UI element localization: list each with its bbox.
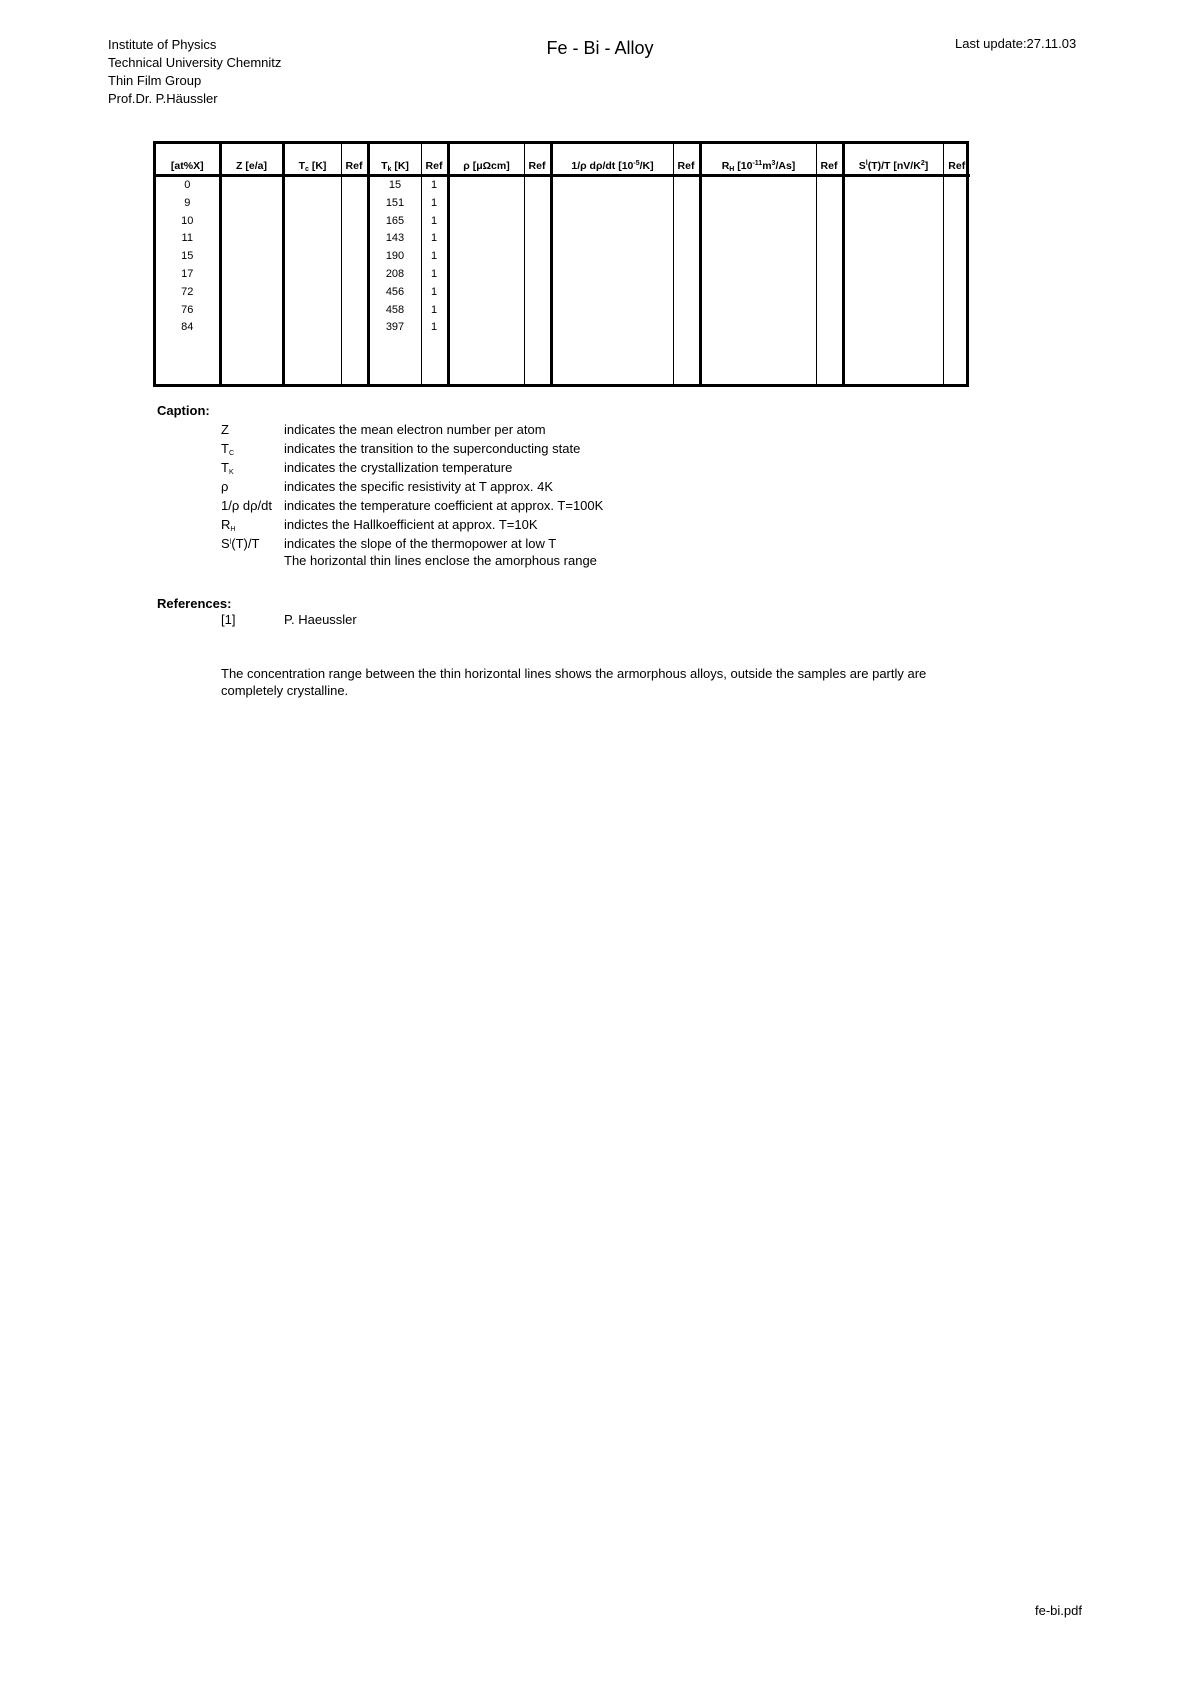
caption-item	[221, 496, 603, 515]
table-cell: 151	[385, 196, 405, 209]
col-header-ref: Ref	[421, 144, 448, 176]
caption-description: indicates the crystallization temperature	[284, 460, 513, 475]
table-cell: 456	[385, 285, 405, 298]
table-cell: 17	[181, 267, 194, 280]
caption-symbol-tc: $T_C$	[221, 441, 235, 457]
table-cell: 84	[181, 321, 194, 334]
tcr-column	[551, 176, 673, 385]
university-line: Technical University Chemnitz	[108, 55, 282, 70]
col-header-tk: $T_k$ [K]	[368, 144, 421, 176]
rh-ref-column	[816, 176, 843, 385]
caption-heading: Caption:	[157, 403, 210, 418]
caption-description: indicates the temperature coefficient at approx. T=100K	[284, 498, 604, 513]
z-column	[220, 176, 283, 385]
tc-ref-column	[341, 176, 368, 385]
caption-description: indicates the slope of the thermopower at low T	[284, 536, 557, 551]
caption-symbol-thermopower: $S^l(T)/T$	[221, 536, 260, 551]
rh-column	[700, 176, 816, 385]
table-cell: 143	[385, 232, 405, 245]
col-header-ref: Ref	[524, 144, 551, 176]
table-cell: 1	[430, 285, 438, 298]
caption-symbol-rh: $R_H$	[221, 517, 236, 533]
at-percent-column	[156, 176, 220, 385]
caption-item	[221, 477, 603, 496]
col-header-tcr: 1/ρ dρ/dt $[10^{-5}/K]$	[551, 144, 673, 176]
reference-text: P. Haeussler	[284, 612, 357, 627]
table-cell: 11	[181, 232, 193, 245]
rho-ref-column	[524, 176, 551, 385]
table-cell: 458	[385, 303, 405, 316]
tcr-ref-column	[673, 176, 700, 385]
caption-item	[221, 420, 603, 439]
col-header-ref: Ref	[673, 144, 700, 176]
table-cell: 15	[388, 179, 402, 191]
table-cell: 1	[430, 196, 438, 209]
table-cell: 76	[181, 303, 194, 316]
footer-filename: fe-bi.pdf	[1035, 1603, 1082, 1618]
tc-column	[283, 176, 341, 385]
table-cell: 1	[430, 303, 438, 316]
table-header-row	[156, 144, 970, 176]
table-cell: 1	[430, 179, 438, 191]
col-header-ref: Ref	[943, 144, 970, 176]
table-cell: 190	[385, 250, 405, 263]
caption-description: indicates the transition to the superconducting state	[284, 441, 581, 456]
table-cell: 1	[430, 321, 438, 334]
table-cell: 165	[385, 214, 405, 227]
table-cell: 10	[181, 214, 194, 227]
thermopower-column	[843, 176, 943, 385]
table-body-row	[156, 176, 970, 385]
col-header-tc: $T_c$ [K]	[283, 144, 341, 176]
table-cell: 1	[430, 214, 438, 227]
col-header-rho: ρ [μΩcm]	[448, 144, 524, 176]
table-cell: 397	[385, 321, 405, 334]
table-cell: 1	[430, 250, 438, 263]
caption-description: indicates the mean electron number per atom	[284, 422, 546, 437]
col-header-thermopower: $S^l(T)/T$ $[nV/K^2]$	[843, 144, 943, 176]
table-cell: 0	[184, 179, 191, 191]
col-header-ref: Ref	[816, 144, 843, 176]
professor-line: Prof.Dr. P.Häussler	[108, 91, 218, 106]
caption-item	[221, 439, 603, 458]
caption-description: indictes the Hallkoefficient at approx. T=10K	[284, 517, 538, 532]
reference-number: [1]	[221, 612, 236, 627]
last-update: Last update:27.11.03	[955, 36, 1077, 51]
table-cell: 208	[385, 267, 405, 280]
institute-block	[108, 36, 281, 108]
caption-item	[221, 534, 603, 553]
group-line: Thin Film Group	[108, 73, 202, 88]
tk-ref-column	[421, 176, 448, 385]
caption-item	[221, 515, 603, 534]
data-table-frame	[153, 141, 969, 387]
table-cell: 9	[184, 196, 191, 209]
caption-symbol-tk: $T_K$	[221, 460, 234, 476]
table-cell: 1	[430, 232, 438, 245]
col-header-ref: Ref	[341, 144, 368, 176]
table-cell: 15	[181, 250, 194, 263]
concentration-note: The concentration range between the thin horizontal lines shows the armorphous alloys, outside the samples are partly are completely crystalline.	[221, 666, 927, 698]
col-header-z: Z [e/a]	[220, 144, 283, 176]
col-header-at-percent: [at%X]	[156, 144, 220, 176]
caption-symbol: 1/ρ dρ/dt	[221, 498, 272, 513]
caption-list	[221, 420, 603, 569]
col-header-rh: $R_H$ $[10^{-11}m^3/As]$	[700, 144, 816, 176]
rho-column	[448, 176, 524, 385]
caption-symbol: ρ	[221, 479, 229, 494]
institute-line: Institute of Physics	[108, 37, 217, 52]
table-cell: 72	[181, 285, 194, 298]
references-heading: References:	[157, 596, 232, 611]
caption-description: indicates the specific resistivity at T approx. 4K	[284, 479, 554, 494]
caption-item	[221, 458, 603, 477]
tk-column	[368, 176, 421, 385]
caption-note: The horizontal thin lines enclose the amorphous range	[284, 553, 597, 568]
reference-item	[221, 612, 357, 627]
data-table	[156, 144, 970, 384]
page-title: Fe - Bi - Alloy	[546, 38, 654, 58]
thermopower-ref-column	[943, 176, 970, 385]
table-cell: 1	[430, 267, 438, 280]
caption-symbol: Z	[221, 422, 229, 437]
